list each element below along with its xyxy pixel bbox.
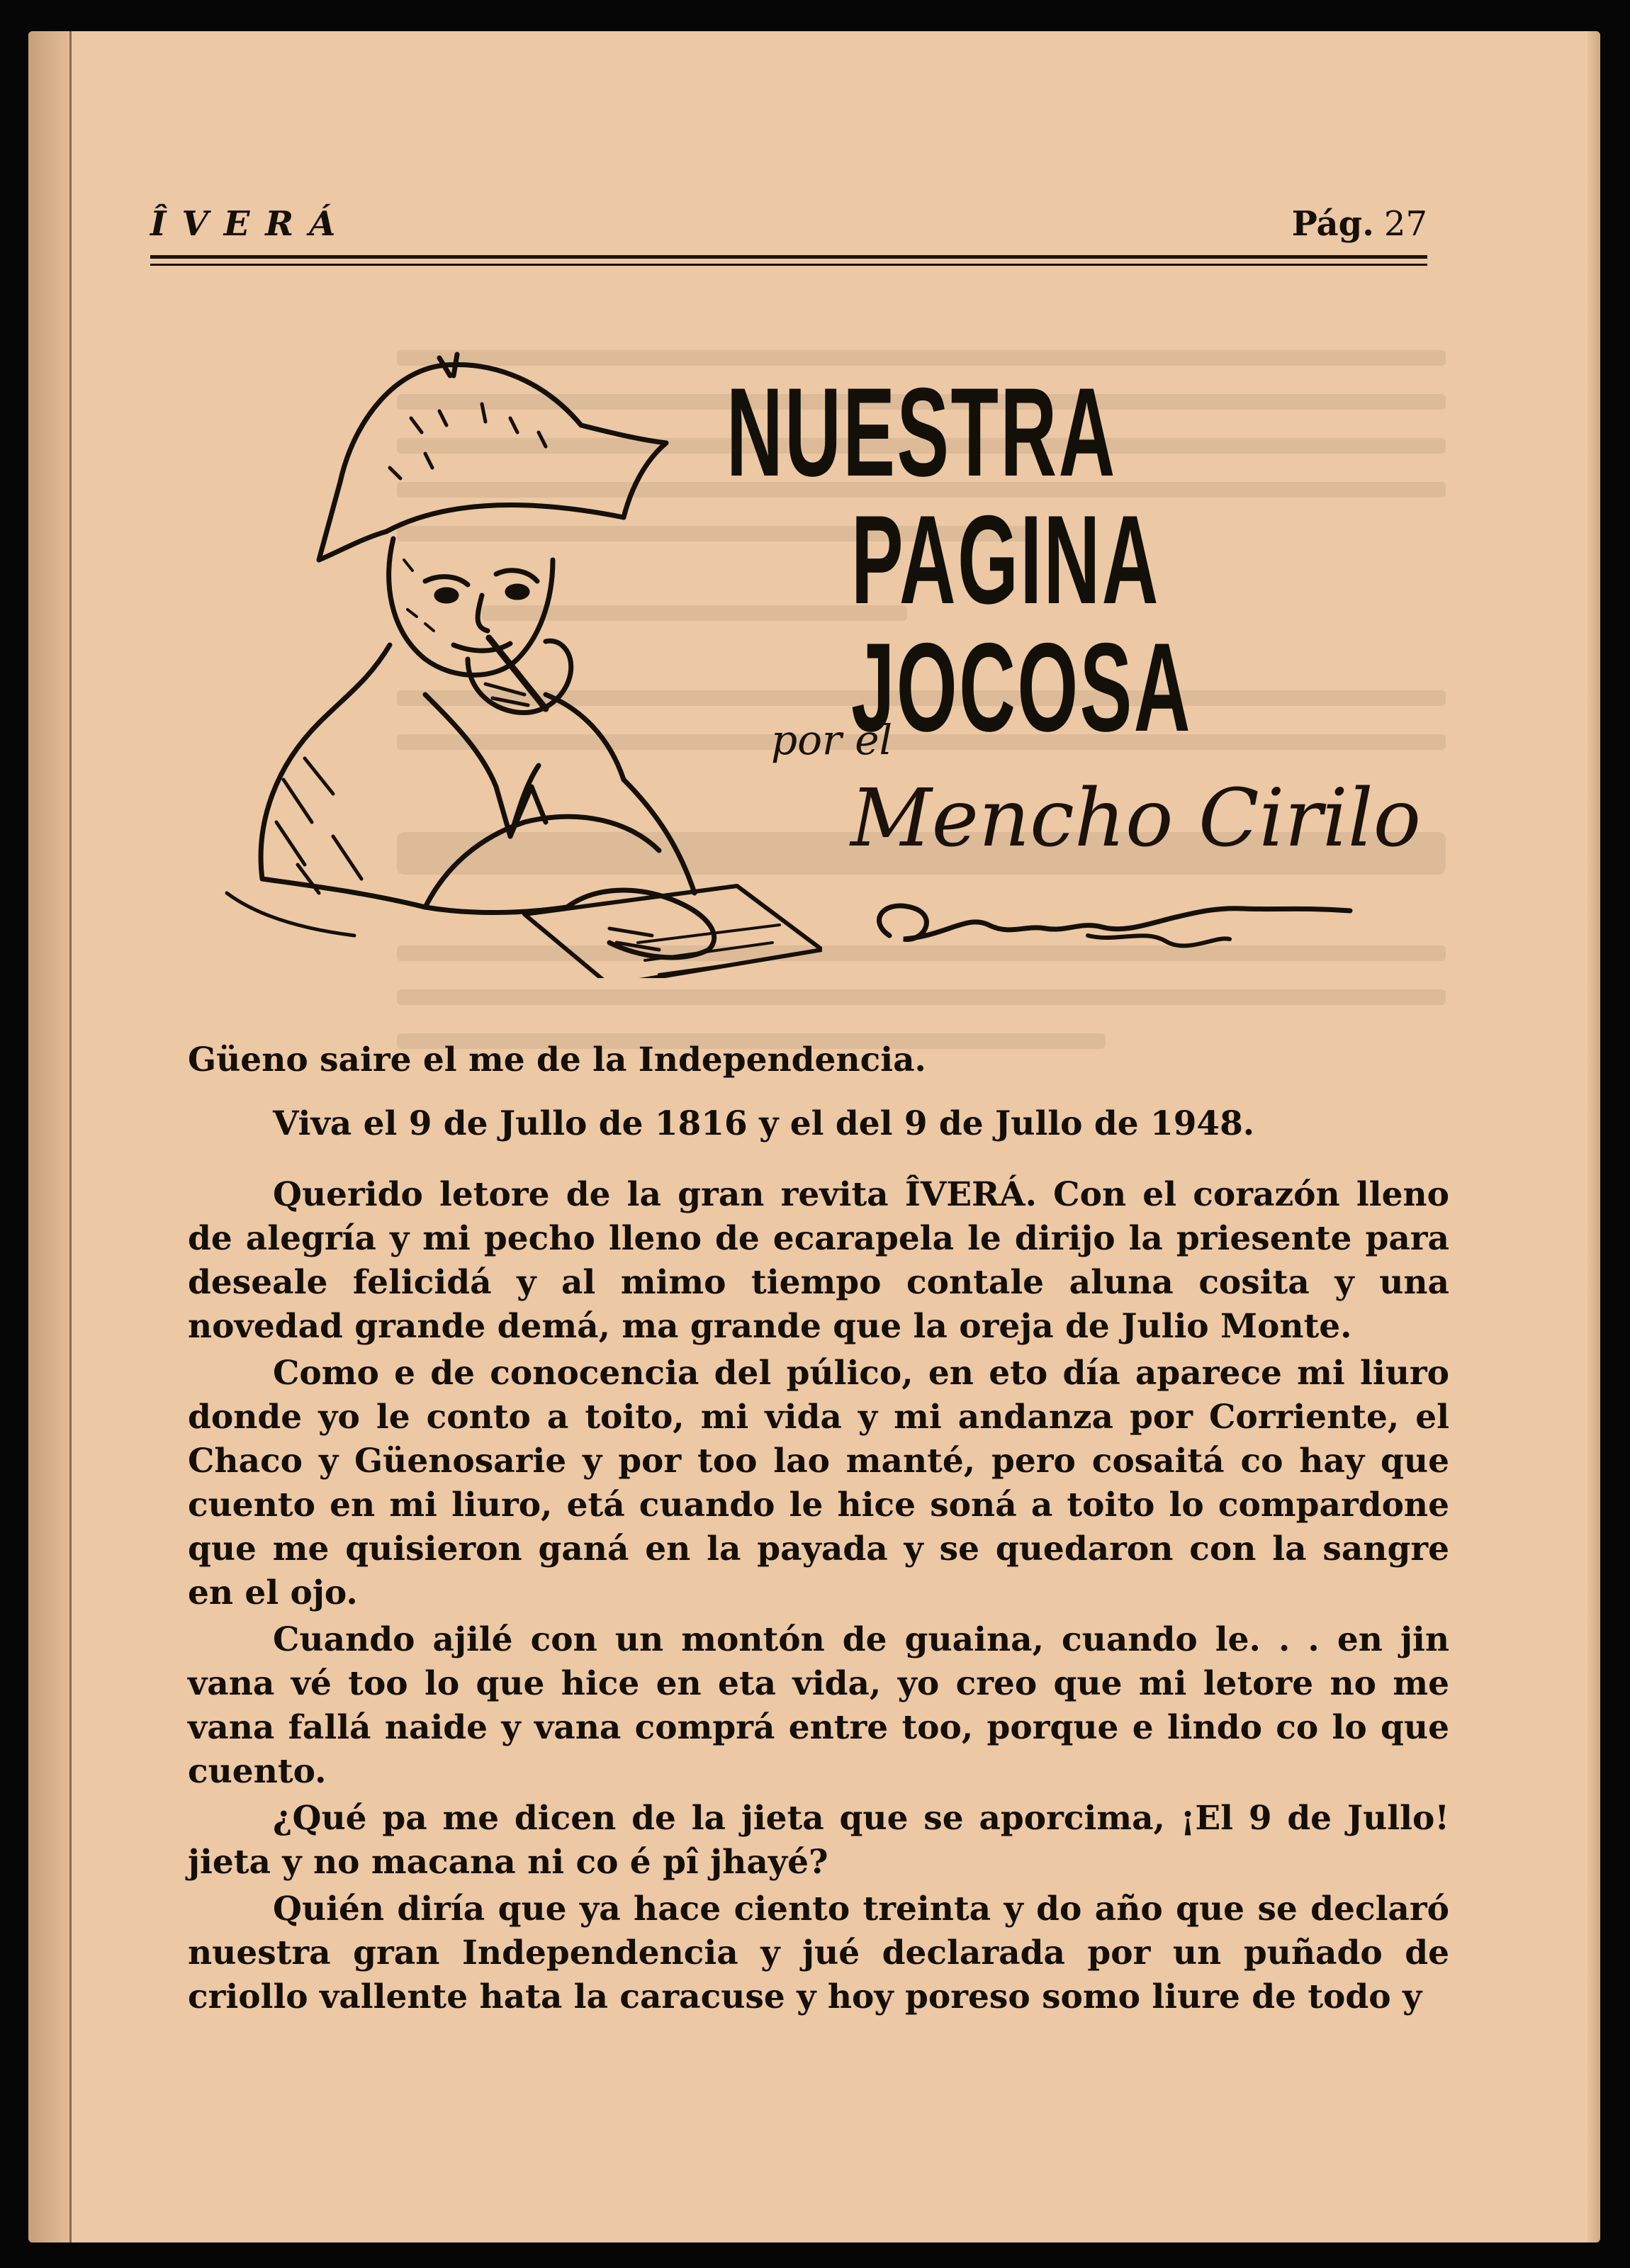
page-edge — [1587, 31, 1600, 2242]
signature-flourish — [861, 886, 1371, 964]
article-paragraph: Viva el 9 de Jullo de 1816 y el del 9 de Jullo de 1948. — [273, 1104, 1255, 1143]
article-paragraph: Querido letore de la gran revita ÎVERÁ. Con el corazón lleno de alegría y mi pecho lleno de ecarapela le dirijo la priesente para deseale felicidá y al mimo tiempo contale aluna cosita y una novedad grande demá, ma grande que la oreja de Julio Monte. — [188, 1175, 1449, 1346]
article-body — [188, 1038, 1449, 2022]
page-label: Pág. — [1291, 204, 1374, 244]
byline: por el — [771, 716, 893, 764]
page-number-label — [1292, 204, 1427, 244]
article-paragraph: ¿Qué pa me dicen de la jieta que se aporcima, ¡El 9 de Jullo! jieta y no macana ni co é pî jhayé? — [188, 1799, 1449, 1882]
banner-line-1: NUESTRA — [726, 361, 1117, 503]
header-rule-thin — [150, 264, 1427, 266]
header-rule-thick — [150, 255, 1427, 259]
running-header — [150, 204, 1427, 261]
article-paragraph: Como e de conocencia del púlico, en eto día aparece mi liuro donde yo le conto a toito, mi vida y mi andanza por Corriente, el Chaco y Güenosarie y por too lao manté, pero cosaitá co hay que cuento en mi liuro, etá cuando le hice soná a toito lo compardone que me quisieron ganá en la payada y se quedaron con la sangre en el ojo. — [188, 1354, 1449, 1612]
banner-title — [726, 361, 1208, 758]
banner-line-3: JOCOSA — [851, 617, 1192, 758]
author-signature: Mencho Cirilo — [850, 773, 1422, 865]
article-paragraph: Güeno saire el me de la Independencia. — [188, 1040, 926, 1079]
banner-line-2: PAGINA — [851, 489, 1160, 630]
magazine-title: ÎVERÁ — [150, 204, 352, 244]
binding-spine — [28, 31, 72, 2242]
article-paragraph: Quién diría que ya hace ciento treinta y do año que se declaró nuestra gran Independencia y jué declarada por un puñado de criollo vallente hata la caracuse y hoy poreso somo liure de todo y — [188, 1890, 1449, 2016]
page-number: 27 — [1383, 204, 1427, 244]
article-paragraph: Cuando ajilé con un montón de guaina, cuando le. . . en jin vana vé too lo que hice en eta vida, yo creo que mi letore no me vana fallá naide y vana comprá entre too, porque e lindo co lo que cuento. — [188, 1620, 1449, 1791]
